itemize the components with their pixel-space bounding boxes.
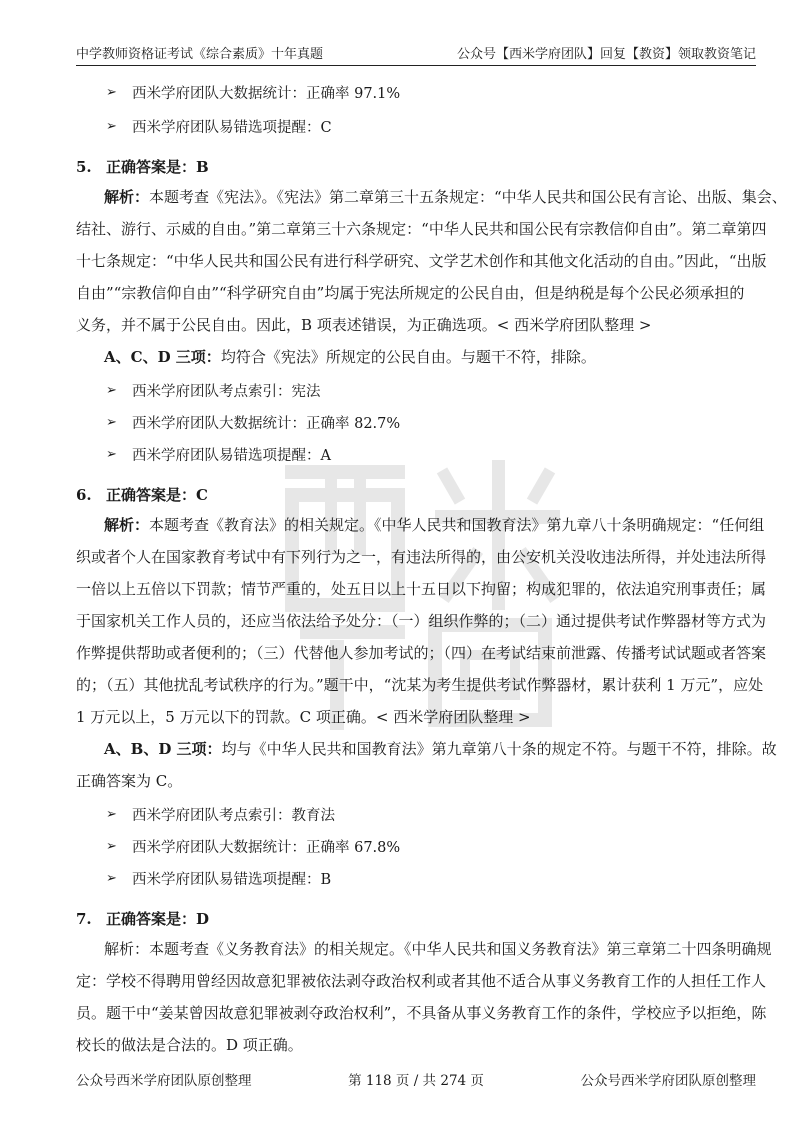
q5-number: 5. bbox=[76, 158, 92, 176]
q6-answer: 正确答案是：C bbox=[106, 486, 208, 504]
arrow-bullet-icon: ➢ bbox=[106, 119, 117, 134]
q6-number: 6. bbox=[76, 486, 92, 504]
q6-bullet-error-hint: ➢ 西米学府团队易错选项提醒：B bbox=[106, 871, 332, 888]
arrow-bullet-icon: ➢ bbox=[106, 85, 117, 100]
arrow-bullet-icon: ➢ bbox=[106, 871, 117, 886]
q6-bullet-stats: ➢ 西米学府团队大数据统计：正确率 67.8% bbox=[106, 839, 401, 856]
q7-analysis-line: 校长的做法是合法的。D 项正确。 bbox=[76, 1036, 303, 1054]
q5-answer-heading bbox=[76, 156, 209, 177]
q5-analysis-line: 自由”“宗教信仰自由”“科学研究自由”均属于宪法所规定的公民自由，但是纳税是每个公民必须承担的 bbox=[76, 284, 745, 302]
q4-bullet-stats: ➢ 西米学府团队大数据统计：正确率 97.1% bbox=[106, 85, 401, 102]
page-footer bbox=[76, 1068, 756, 1090]
q6-analysis-line: 于国家机关工作人员的，还应当依法给予处分：（一）组织作弊的；（二）通过提供考试作弊器材等方式为 bbox=[76, 612, 767, 630]
q5-other-options: A、C、D 三项：均符合《宪法》所规定的公民自由。与题干不符，排除。 bbox=[104, 348, 596, 366]
q5-analysis-label: 解析： bbox=[104, 188, 150, 206]
q7-analysis-line: 定：学校不得聘用曾经因故意犯罪被依法剥夺政治权利或者其他不适合从事义务教育工作的人担任工作人 bbox=[76, 972, 767, 990]
q5-bullet-stats: ➢ 西米学府团队大数据统计：正确率 82.7% bbox=[106, 415, 401, 432]
q6-analysis-line: 的；（五）其他扰乱考试秩序的行为。”题干中，“沈某为考生提供考试作弊器材，累计获利 1 万元”，应处 bbox=[76, 676, 764, 694]
q6-analysis-line: 1 万元以上，5 万元以下的罚款。C 项正确。< 西米学府团队整理 > bbox=[76, 708, 531, 726]
q5-analysis-line: 解析：本题考查《宪法》。《宪法》第二章第三十五条规定：“中华人民共和国公民有言论、出版、集会、 bbox=[104, 188, 787, 206]
q7-answer: 正确答案是：D bbox=[106, 910, 210, 928]
q6-analysis-line: 解析：本题考查《教育法》的相关规定。《中华人民共和国教育法》第九章八十条明确规定：“任何组 bbox=[104, 516, 765, 534]
footer-right: 公众号西米学府团队原创整理 bbox=[580, 1073, 756, 1089]
page-header bbox=[76, 38, 756, 66]
q7-number: 7. bbox=[76, 910, 92, 928]
q5-analysis-line: 十七条规定：“中华人民共和国公民有进行科学研究、文学艺术创作和其他文化活动的自由。”因此，“出版 bbox=[76, 252, 767, 270]
q5-bullet-error-hint: ➢ 西米学府团队易错选项提醒：A bbox=[106, 447, 331, 464]
arrow-bullet-icon: ➢ bbox=[106, 383, 117, 398]
q6-analysis-label: 解析： bbox=[104, 516, 150, 534]
q6-other-label: A、B、D 三项： bbox=[104, 740, 222, 758]
q7-analysis-line: 员。题干中“姜某曾因故意犯罪被剥夺政治权利”，不具备从事义务教育工作的条件，学校应予以拒绝，陈 bbox=[76, 1004, 767, 1022]
q5-analysis-line: 义务，并不属于公民自由。因此，B 项表述错误，为正确选项。< 西米学府团队整理 > bbox=[76, 316, 652, 334]
header-right-promo: 公众号【西米学府团队】回复【教资】领取教资笔记 bbox=[456, 47, 756, 62]
q5-analysis-line: 结社、游行、示威的自由。”第二章第三十六条规定：“中华人民共和国公民有宗教信仰自由”。第二章第四 bbox=[76, 220, 767, 238]
q6-answer-heading bbox=[76, 484, 208, 505]
q6-analysis-line: 一倍以上五倍以下罚款；情节严重的，处五日以上十五日以下拘留；构成犯罪的，依法追究刑事责任；属 bbox=[76, 580, 767, 598]
q4-bullet-error-hint: ➢ 西米学府团队易错选项提醒：C bbox=[106, 119, 332, 136]
arrow-bullet-icon: ➢ bbox=[106, 839, 117, 854]
header-left-title: 中学教师资格证考试《综合素质》十年真题 bbox=[76, 47, 324, 62]
q6-other-options-cont: 正确答案为 C。 bbox=[76, 772, 183, 790]
arrow-bullet-icon: ➢ bbox=[106, 807, 117, 822]
q6-analysis-line: 作弊提供帮助或者便利的；（三）代替他人参加考试的；（四）在考试结束前泄露、传播考试试题或者答案 bbox=[76, 644, 767, 662]
q6-analysis-line: 织或者个人在国家教育考试中有下列行为之一，有违法所得的，由公安机关没收违法所得，并处违法所得 bbox=[76, 548, 767, 566]
arrow-bullet-icon: ➢ bbox=[106, 415, 117, 430]
q6-bullet-topic: ➢ 西米学府团队考点索引：教育法 bbox=[106, 807, 335, 824]
arrow-bullet-icon: ➢ bbox=[106, 447, 117, 462]
q5-bullet-topic: ➢ 西米学府团队考点索引：宪法 bbox=[106, 383, 321, 400]
q5-other-label: A、C、D 三项： bbox=[104, 348, 221, 366]
page-number: 第 118 页 / 共 274 页 bbox=[348, 1073, 484, 1089]
q7-analysis-label: 解析： bbox=[104, 940, 150, 958]
q5-answer: 正确答案是：B bbox=[106, 158, 209, 176]
q7-analysis-line: 解析：本题考查《义务教育法》的相关规定。《中华人民共和国义务教育法》第三章第二十四条明确规 bbox=[104, 940, 772, 958]
q6-other-options: A、B、D 三项：均与《中华人民共和国教育法》第九章第八十条的规定不符。与题干不符，排除。故 bbox=[104, 740, 777, 758]
footer-left: 公众号西米学府团队原创整理 bbox=[76, 1073, 252, 1089]
q7-answer-heading bbox=[76, 908, 209, 929]
